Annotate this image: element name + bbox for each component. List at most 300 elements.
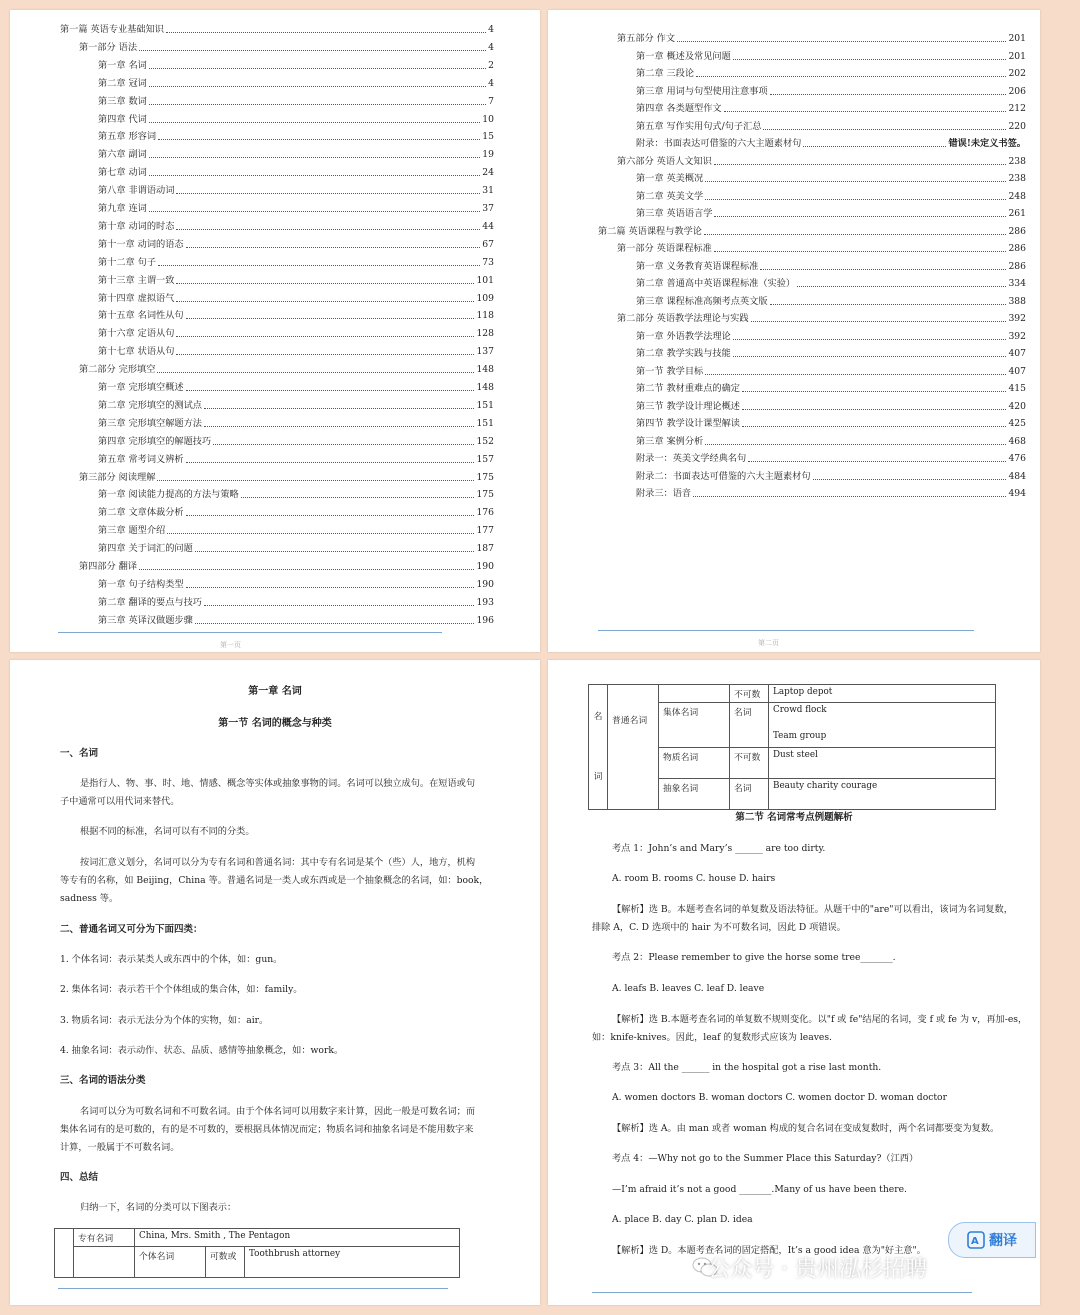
- toc-leader-dots: [186, 390, 475, 391]
- toc-entry-title: 第三章 案例分析: [636, 435, 704, 447]
- toc-entry-page: 415: [1008, 383, 1026, 394]
- noun-table-part-2: [588, 684, 996, 810]
- toc-leader-dots: [813, 479, 1007, 480]
- toc-leader-dots: [176, 229, 480, 230]
- table-cell: Laptop depot: [769, 685, 996, 703]
- toc-entry-page: 206: [1008, 85, 1026, 97]
- toc-entry[interactable]: [98, 543, 494, 555]
- question: 考点 4：—Why not go to the Summer Place this Saturday?（江西）: [612, 1153, 919, 1164]
- toc-entry-page: 238: [1008, 155, 1026, 167]
- toc-entry-title: 第二部分 完形填空: [79, 364, 156, 376]
- toc-entry-page: 187: [476, 543, 494, 555]
- toc-entry-title: 第二章 翻译的要点与技巧: [98, 596, 202, 608]
- toc-leader-dots: [751, 321, 1007, 322]
- list-item: 1. 个体名词：表示某类人或东西中的个体，如：gun。: [60, 954, 283, 965]
- list-item: 4. 抽象名词：表示动作、状态、品质、感情等抽象概念，如：work。: [60, 1045, 344, 1056]
- toc-entry[interactable]: [636, 348, 1026, 360]
- toc-entry-page: 177: [476, 525, 494, 537]
- toc-entry-page: 4: [488, 77, 494, 89]
- toc-entry-title: 第一章 阅读能力提高的方法与策略: [98, 489, 239, 501]
- toc-entry[interactable]: [636, 453, 1026, 465]
- paragraph: 等专有的名称，如 Beijing，China 等。普通名词是一类人或东西或是一个抽象概念的名词，如：book，: [60, 875, 489, 886]
- toc-entry[interactable]: [98, 149, 494, 161]
- toc-entry-page: 286: [1008, 260, 1026, 272]
- toc-leader-dots: [724, 111, 1007, 112]
- toc-leader-dots: [733, 339, 1007, 340]
- toc-leader-dots: [186, 462, 475, 463]
- toc-entry-page: 202: [1008, 68, 1026, 79]
- toc-leader-dots: [696, 76, 1006, 77]
- page-bottom-line: [592, 1292, 972, 1293]
- section-title: 第一节 名词的概念与种类: [218, 718, 332, 729]
- toc-entry-title: 第一章 名词: [98, 59, 147, 71]
- toc-entry-title: 第十四章 虚拟语气: [98, 292, 175, 304]
- translate-label: 翻译: [989, 1233, 1017, 1249]
- toc-entry-page: 190: [476, 578, 494, 590]
- answer: 【解析】选 A。由 man 或者 woman 构成的复合名词在变成复数时，两个名词都要变为复数。: [612, 1123, 1000, 1134]
- toc-entry-title: 第三章 完形填空解题方法: [98, 417, 202, 429]
- toc-entry-title: 第二篇 英语课程与教学论: [598, 225, 702, 237]
- toc-entry-title: 第十三章 主谓一致: [98, 274, 175, 286]
- toc-leader-dots: [763, 129, 1006, 130]
- toc-entry-title: 第二章 冠词: [98, 77, 147, 89]
- table-cell: Dust steel: [769, 748, 996, 779]
- table-cell: Team group: [773, 731, 827, 741]
- toc-entry[interactable]: [98, 239, 494, 251]
- toc-entry-page: 468: [1008, 435, 1026, 447]
- toc-leader-dots: [760, 269, 1006, 270]
- toc-entry-title: 第二节 教材重难点的确定: [636, 383, 740, 394]
- toc-entry[interactable]: [98, 507, 494, 519]
- toc-entry[interactable]: [598, 226, 1026, 238]
- toc-entry[interactable]: [636, 103, 1026, 115]
- table-cell: 不可数: [730, 748, 769, 779]
- toc-entry-title: 第一章 英美概况: [636, 173, 704, 184]
- heading-1: 一、名词: [60, 748, 99, 759]
- toc-entry[interactable]: [98, 597, 494, 609]
- toc-entry-title: 第五章 形容词: [98, 131, 157, 143]
- toc-entry-page: 151: [476, 417, 494, 429]
- toc-entry[interactable]: [98, 310, 494, 322]
- toc-leader-dots: [157, 372, 474, 373]
- toc-entry-page: 31: [482, 185, 494, 197]
- toc-leader-dots: [748, 461, 1006, 462]
- watermark: 公众号 · 贵州泓杉招聘: [708, 1257, 927, 1282]
- toc-leader-dots: [714, 216, 1006, 217]
- page-bottom-line: [58, 632, 442, 633]
- toc-entry-page: 24: [482, 167, 494, 179]
- page-bottom-line: [58, 1288, 448, 1289]
- toc-leader-dots: [176, 301, 474, 302]
- toc-leader-dots: [733, 356, 1007, 357]
- toc-entry-title: 第三节 教学设计理论概述: [636, 400, 740, 412]
- toc-leader-dots: [213, 444, 474, 445]
- toc-entry[interactable]: [98, 579, 494, 591]
- toc-entry-title: 第二章 文章体裁分析: [98, 507, 184, 519]
- toc-entry-title: 第四章 代词: [98, 113, 147, 125]
- toc-leader-dots: [176, 354, 474, 355]
- toc-leader-dots: [733, 59, 1007, 60]
- toc-leader-dots: [677, 41, 1006, 42]
- toc-leader-dots: [204, 408, 474, 409]
- toc-leader-dots: [241, 497, 475, 498]
- question: 考点 1：John’s and Mary’s ______ are too dirty.: [612, 843, 826, 854]
- toc-entry[interactable]: [636, 173, 1026, 185]
- toc-entry-title: 附录二：书面表达可借鉴的六大主题素材句: [636, 470, 811, 482]
- toc-entry-title: 第五部分 作文: [617, 33, 676, 44]
- toc-leader-dots: [149, 157, 480, 158]
- toc-leader-dots: [176, 283, 474, 284]
- toc-entry-title: 第五章 常考词义辨析: [98, 453, 184, 465]
- toc-entry[interactable]: [636, 121, 1026, 133]
- paragraph: 归纳一下，名词的分类可以下图表示：: [80, 1202, 237, 1213]
- paragraph: 名词可以分为可数名词和不可数名词。由于个体名词可以用数字来计算，因此一般是可数名词；而: [80, 1106, 476, 1117]
- toc-entry-page: 137: [476, 346, 494, 358]
- toc-entry[interactable]: [98, 489, 494, 501]
- toc-entry[interactable]: [98, 615, 494, 627]
- paragraph: 集体名词有的是可数的，有的是不可数的，要根据具体情况而定；物质名词和抽象名词是不能用数字来: [60, 1124, 474, 1135]
- question: —I’m afraid it’s not a good _______.Many of us have been there.: [612, 1184, 907, 1195]
- toc-entry[interactable]: [60, 24, 494, 36]
- toc-leader-dots: [714, 164, 1007, 165]
- toc-entry[interactable]: [98, 167, 494, 179]
- heading-3: 三、名词的语法分类: [60, 1075, 146, 1086]
- toc-entry-title: 第三部分 阅读理解: [79, 471, 156, 483]
- table-cell: 物质名词: [659, 748, 730, 779]
- toc-leader-dots: [705, 374, 1006, 375]
- toc-entry-page: 151: [476, 399, 494, 411]
- table-cell: 专有名词: [74, 1229, 135, 1247]
- toc-entry-page: 175: [476, 489, 494, 501]
- toc-entry[interactable]: [98, 436, 494, 448]
- toc-entry[interactable]: [98, 221, 494, 233]
- toc-entry-title: 第四章 各类题型作文: [636, 103, 722, 114]
- toc-entry-page: 193: [476, 596, 494, 608]
- toc-entry[interactable]: [617, 33, 1026, 45]
- toc-entry-title: 第一章 义务教育英语课程标准: [636, 260, 759, 272]
- toc-leader-dots: [176, 336, 474, 337]
- toc-entry-title: 第一章 概述及常见问题: [636, 50, 731, 62]
- options: A. place B. day C. plan D. idea: [612, 1214, 753, 1225]
- toc-entry-title: 第一篇 英语专业基础知识: [60, 24, 164, 35]
- toc-entry[interactable]: [617, 313, 1026, 325]
- toc-leader-dots: [797, 286, 1006, 287]
- toc-entry[interactable]: [98, 454, 494, 466]
- toc-entry-page: 212: [1008, 103, 1026, 114]
- options: A. women doctors B. woman doctors C. women doctor D. woman doctor: [612, 1092, 947, 1103]
- toc-leader-dots: [705, 181, 1006, 182]
- toc-entry-title: 第二部分 英语教学法理论与实践: [617, 313, 749, 324]
- toc-leader-dots: [705, 199, 1006, 200]
- toc-entry-page: 248: [1008, 190, 1026, 202]
- chapter-title: 第一章 名词: [248, 686, 302, 697]
- toc-entry-title: 第四章 完形填空的解题技巧: [98, 435, 212, 447]
- paragraph: 按词汇意义划分，名词可以分为专有名词和普通名词：其中专有名词是某个（些）人，地方，机构: [80, 857, 476, 868]
- toc-leader-dots: [158, 265, 480, 266]
- toc-entry-page: 152: [476, 435, 494, 447]
- heading-2: 二、普通名词又可分为下面四类：: [60, 924, 203, 935]
- toc-leader-dots: [204, 426, 474, 427]
- toc-leader-dots: [742, 391, 1006, 392]
- toc-entry[interactable]: [636, 51, 1026, 63]
- toc-entry-title: 第十五章 名词性从句: [98, 310, 184, 322]
- toc-entry-title: 第一章 外语教学法理论: [636, 330, 731, 342]
- toc-entry[interactable]: [79, 472, 494, 484]
- toc-entry[interactable]: [98, 78, 494, 90]
- toc-entry-page: 37: [482, 203, 494, 214]
- list-item: 3. 物质名词：表示无法分为个体的实物，如：air。: [60, 1015, 269, 1026]
- answer: 如：knife-knives。因此，leaf 的复数形式应该为 leaves.: [592, 1032, 832, 1043]
- toc-leader-dots: [204, 605, 474, 606]
- answer: 【解析】选 D。本题考查名词的固定搭配，It’s a good idea 意为"好主意"。: [612, 1245, 926, 1256]
- toc-entry-page: 238: [1008, 173, 1026, 184]
- section-title: 第二节 名词常考点例题解析: [735, 812, 853, 823]
- paragraph: 根据不同的标准，名词可以有不同的分类。: [80, 826, 255, 837]
- toc-entry-page: 73: [482, 256, 494, 268]
- toc-entry[interactable]: [98, 257, 494, 269]
- toc-entry[interactable]: [636, 418, 1026, 430]
- toc-leader-dots: [158, 139, 480, 140]
- toc-entry-page: 118: [476, 310, 494, 322]
- toc-entry-title: 第九章 连词: [98, 203, 147, 214]
- toc-entry-title: 第六部分 英语人文知识: [617, 155, 712, 167]
- toc-entry-title: 第八章 非谓语动词: [98, 185, 175, 197]
- toc-leader-dots: [149, 104, 486, 105]
- toc-entry[interactable]: [636, 261, 1026, 273]
- toc-entry[interactable]: [98, 525, 494, 537]
- toc-entry[interactable]: [636, 278, 1026, 290]
- toc-entry-title: 第三章 课程标准高频考点英文版: [636, 295, 768, 307]
- toc-entry[interactable]: [79, 364, 494, 376]
- toc-entry[interactable]: [98, 203, 494, 215]
- toc-leader-dots: [186, 587, 475, 588]
- toc-entry[interactable]: [617, 156, 1026, 168]
- table-cell: 抽象名词: [659, 779, 730, 810]
- translate-button[interactable]: [948, 1222, 1036, 1258]
- toc-entry-page: 484: [1008, 470, 1026, 482]
- toc-entry[interactable]: [98, 418, 494, 430]
- toc-entry[interactable]: [98, 96, 494, 108]
- toc-entry-page: 175: [476, 471, 494, 483]
- toc-entry-title: 第三章 数词: [98, 95, 147, 107]
- toc-entry[interactable]: [636, 296, 1026, 308]
- toc-entry-title: 第一部分 语法: [79, 41, 138, 53]
- toc-leader-dots: [770, 94, 1007, 95]
- toc-leader-dots: [705, 444, 1006, 445]
- toc-entry-title: 第六章 副词: [98, 149, 147, 161]
- table-cell: 名: [593, 712, 603, 722]
- toc-entry[interactable]: [98, 346, 494, 358]
- toc-entry-page: 176: [476, 507, 494, 519]
- toc-entry-page: 196: [476, 614, 494, 626]
- translate-icon: [967, 1231, 985, 1249]
- toc-entry[interactable]: [636, 488, 1026, 500]
- toc-leader-dots: [186, 515, 475, 516]
- toc-entry[interactable]: [98, 60, 494, 72]
- toc-entry-title: 第四部分 翻译: [79, 561, 138, 572]
- toc-entry-title: 第三章 用词与句型使用注意事项: [636, 85, 768, 97]
- toc-entry-page: 10: [482, 113, 494, 125]
- toc-entry[interactable]: [79, 561, 494, 573]
- toc-entry[interactable]: [79, 42, 494, 54]
- toc-leader-dots: [186, 247, 481, 248]
- toc-leader-dots: [149, 68, 486, 69]
- table-cell: 可数或: [206, 1247, 245, 1278]
- toc-entry-title: 第一节 教学目标: [636, 365, 704, 377]
- toc-entry-title: 附录一：英美文学经典名句: [636, 453, 747, 464]
- toc-page-1: [10, 10, 540, 652]
- toc-entry-title: 附录：书面表达可借鉴的六大主题素材句: [636, 138, 802, 149]
- toc-entry-page: 148: [476, 364, 494, 376]
- toc-leader-dots: [149, 175, 480, 176]
- toc-entry-page: 44: [482, 220, 494, 232]
- toc-entry-page: 错误!未定义书签。: [948, 138, 1026, 149]
- toc-entry[interactable]: [636, 331, 1026, 343]
- toc-leader-dots: [157, 480, 474, 481]
- toc-entry-page: 476: [1008, 453, 1026, 464]
- answer: 【解析】选 B.本题考查名词的单复数不规则变化。以"f 或 fe"结尾的名词，变 f 或 fe 为 v，再加-es，: [612, 1014, 1028, 1025]
- toc-entry-page: 334: [1008, 278, 1026, 289]
- paragraph: 是指行人、物、事、时、地、情感、概念等实体或抽象事物的词。名词可以独立成句。在短语或句: [80, 778, 476, 789]
- toc-entry-page: 201: [1008, 33, 1026, 44]
- toc-leader-dots: [167, 533, 474, 534]
- toc-entry-page: 201: [1008, 50, 1026, 62]
- toc-entry[interactable]: [98, 275, 494, 287]
- table-cell: 词: [593, 772, 603, 782]
- toc-entry-title: 第十六章 定语从句: [98, 328, 175, 340]
- toc-entry[interactable]: [636, 86, 1026, 98]
- paragraph: 计算，一般属于不可数名词。: [60, 1142, 180, 1153]
- toc-entry-page: 101: [476, 274, 494, 286]
- toc-entry[interactable]: [98, 114, 494, 126]
- toc-entry[interactable]: [98, 382, 494, 394]
- question: 考点 3：All the ______ in the hospital got a rise last month.: [612, 1062, 882, 1073]
- question: 考点 2：Please remember to give the horse some tree_______.: [612, 952, 896, 963]
- answer: 排除 A，C. D 选项中的 hair 为不可数名词，因此 D 项错误。: [592, 922, 846, 933]
- toc-leader-dots: [803, 146, 946, 147]
- toc-entry-title: 第二章 三段论: [636, 68, 695, 79]
- table-cell: 名词: [730, 779, 769, 810]
- answer: 【解析】选 B。本题考查名词的单复数及语法特征。从题干中的"are"可以看出，该词为名词复数，: [612, 904, 1013, 915]
- toc-entry[interactable]: [636, 401, 1026, 413]
- toc-entry-page: 128: [476, 328, 494, 340]
- toc-entry-page: 420: [1008, 400, 1026, 412]
- toc-entry-page: 286: [1008, 243, 1026, 254]
- toc-entry[interactable]: [636, 471, 1026, 483]
- paragraph: sadness 等。: [60, 893, 119, 904]
- toc-entry-title: 第二章 完形填空的测试点: [98, 399, 202, 411]
- toc-leader-dots: [166, 32, 486, 33]
- toc-entry-page: 494: [1008, 488, 1026, 499]
- toc-leader-dots: [149, 122, 480, 123]
- toc-entry[interactable]: [636, 383, 1026, 395]
- toc-entry[interactable]: [636, 68, 1026, 80]
- toc-leader-dots: [139, 569, 474, 570]
- toc-entry[interactable]: [617, 243, 1026, 255]
- toc-entry-page: 109: [476, 292, 494, 304]
- table-cell: 不可数: [730, 685, 769, 703]
- toc-entry[interactable]: [636, 191, 1026, 203]
- toc-leader-dots: [770, 304, 1007, 305]
- toc-entry-title: 第十一章 动词的语态: [98, 238, 184, 250]
- toc-entry[interactable]: [98, 400, 494, 412]
- toc-entry-page: 425: [1008, 418, 1026, 429]
- toc-page-2: [548, 10, 1040, 652]
- toc-leader-dots: [149, 86, 486, 87]
- toc-entry[interactable]: [636, 208, 1026, 220]
- toc-entry[interactable]: [636, 366, 1026, 378]
- toc-entry-title: 第二章 英美文学: [636, 190, 704, 202]
- toc-entry[interactable]: [98, 293, 494, 305]
- toc-entry-title: 第十二章 句子: [98, 256, 157, 268]
- toc-leader-dots: [704, 234, 1006, 235]
- toc-entry-title: 第一部分 英语课程标准: [617, 243, 712, 254]
- toc-entry-page: 2: [488, 59, 494, 71]
- toc-entry-title: 第一章 完形填空概述: [98, 382, 184, 393]
- toc-entry[interactable]: [98, 328, 494, 340]
- toc-entry-page: 407: [1008, 365, 1026, 377]
- toc-leader-dots: [195, 551, 475, 552]
- toc-leader-dots: [195, 623, 475, 624]
- toc-entry-title: 第三章 英语语言学: [636, 208, 713, 219]
- toc-entry[interactable]: [636, 436, 1026, 448]
- toc-entry-title: 第三章 英译汉做题步骤: [98, 614, 193, 626]
- exercise-page: [548, 660, 1040, 1305]
- table-cell: 普通名词: [608, 685, 659, 810]
- toc-entry-page: 67: [482, 238, 494, 250]
- toc-entry-page: 148: [476, 382, 494, 393]
- toc-entry-page: 15: [482, 131, 494, 143]
- toc-entry-page: 157: [476, 453, 494, 465]
- toc-leader-dots: [176, 193, 480, 194]
- chapter-page: [10, 660, 540, 1305]
- toc-entry-page: 4: [488, 24, 494, 35]
- page-footer: 第一页: [220, 641, 241, 649]
- table-cell: Beauty charity courage: [769, 779, 996, 810]
- heading-4: 四、总结: [60, 1172, 99, 1183]
- table-cell: 名词: [730, 703, 769, 748]
- toc-entry-title: 第十七章 状语从句: [98, 346, 175, 358]
- toc-entry-page: 7: [488, 95, 494, 107]
- toc-entry[interactable]: [636, 138, 1026, 150]
- toc-entry-page: 19: [482, 149, 494, 161]
- noun-table-part-1: [54, 1228, 460, 1278]
- toc-entry-page: 261: [1008, 208, 1026, 219]
- table-cell: 个体名词: [135, 1247, 206, 1278]
- toc-entry[interactable]: [98, 185, 494, 197]
- toc-entry-page: 4: [488, 41, 494, 53]
- toc-entry-page: 407: [1008, 348, 1026, 359]
- toc-entry-page: 220: [1008, 120, 1026, 132]
- page-bottom-line: [598, 630, 974, 631]
- toc-entry-page: 392: [1008, 313, 1026, 324]
- page-footer: 第二页: [758, 639, 779, 647]
- toc-leader-dots: [186, 318, 475, 319]
- table-cell: 集体名词: [659, 703, 730, 748]
- paragraph: 子中通常可以用代词来替代。: [60, 796, 180, 807]
- toc-leader-dots: [714, 251, 1007, 252]
- toc-entry[interactable]: [98, 131, 494, 143]
- toc-entry-title: 第三章 题型介绍: [98, 525, 166, 537]
- toc-entry-page: 190: [476, 561, 494, 572]
- toc-leader-dots: [139, 50, 486, 51]
- list-item: 2. 集体名词：表示若干个个体组成的集合体，如：family。: [60, 984, 303, 995]
- toc-entry-title: 第四节 教学设计课型解读: [636, 418, 740, 429]
- toc-leader-dots: [149, 211, 480, 212]
- svg-text:A: A: [971, 1236, 979, 1247]
- options: A. leafs B. leaves C. leaf D. leave: [612, 983, 765, 994]
- toc-entry-title: 第五章 写作实用句式/句子汇总: [636, 120, 762, 132]
